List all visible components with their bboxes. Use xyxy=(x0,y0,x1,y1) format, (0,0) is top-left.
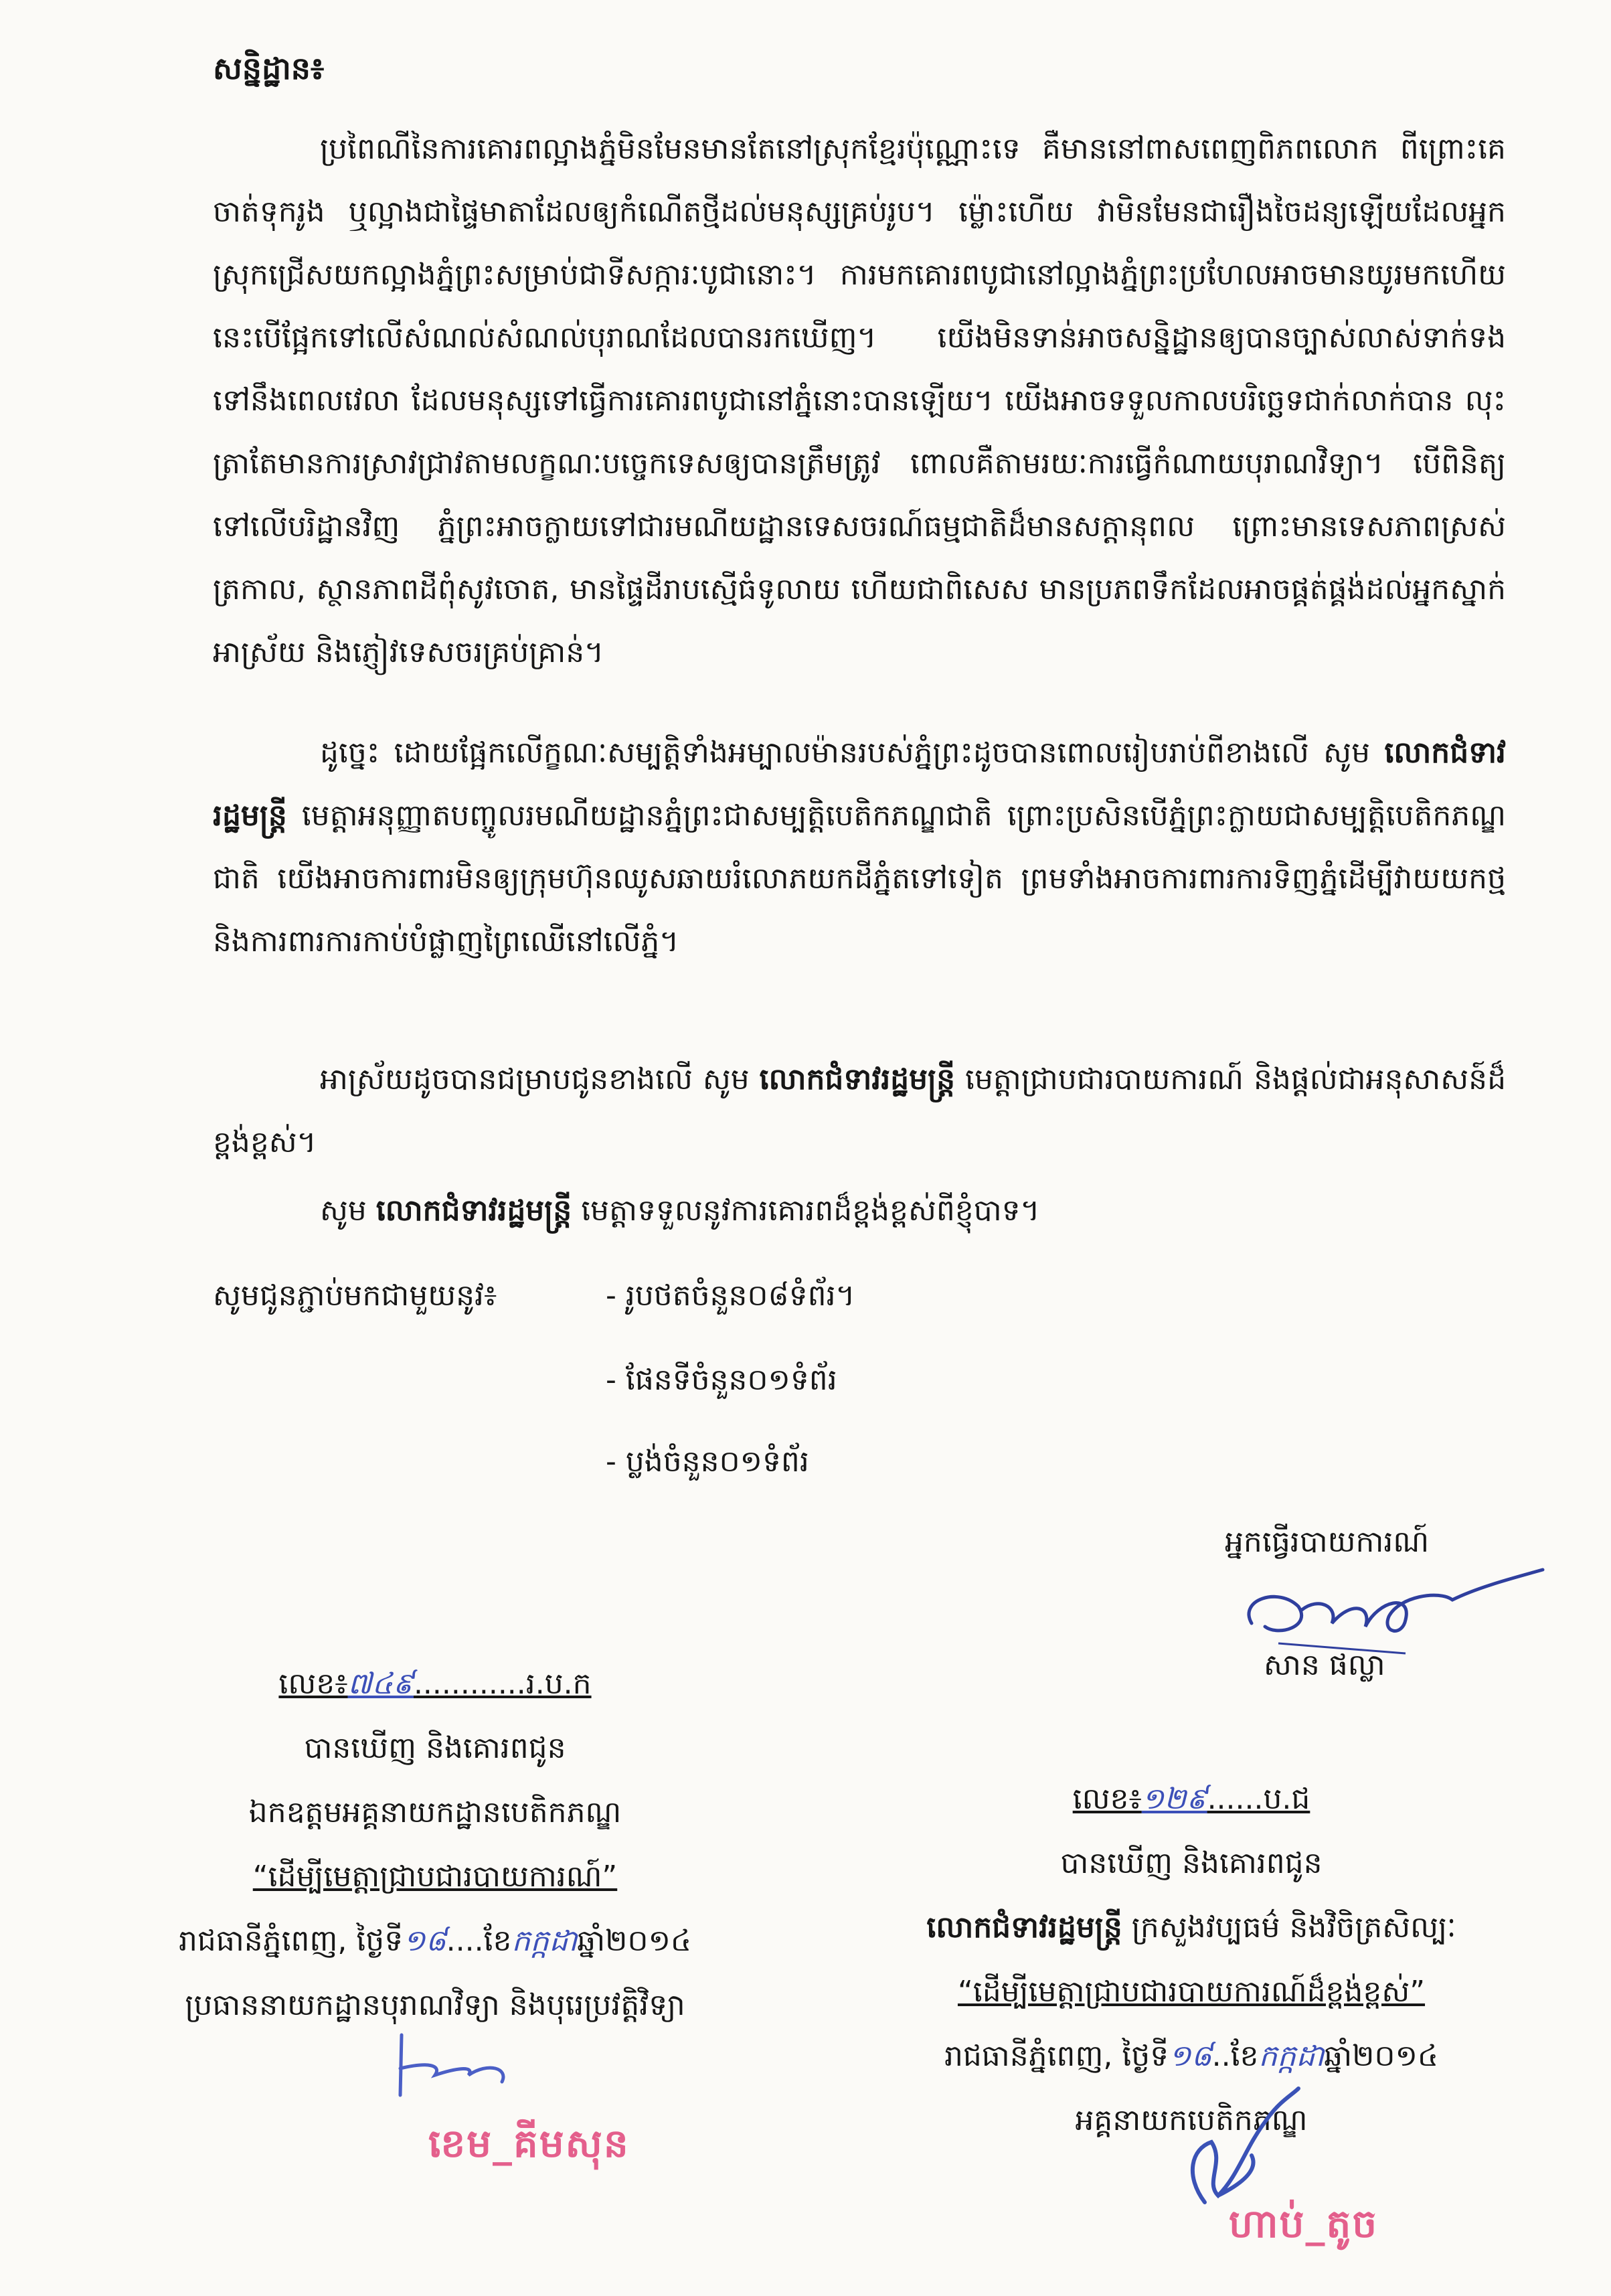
attachment-item: - រូបថតចំនួន០៨ទំព័រ។ xyxy=(606,1279,855,1313)
paragraph-4-part-a: សូម xyxy=(320,1194,376,1228)
right-line-2-ministry: ក្រសួងវប្បធម៌ និងវិចិត្រសិល្បៈ xyxy=(1122,1910,1456,1945)
left-date-prefix: រាជធានីភ្នំពេញ, ថ្ងៃទី xyxy=(178,1924,404,1958)
left-line-2: ឯកឧត្តមអគ្គនាយកដ្ឋានបេតិកភណ្ឌ xyxy=(248,1795,622,1829)
paragraph-4-addressee: លោកជំទាវរដ្ឋមន្ត្រី xyxy=(375,1194,572,1228)
left-date-mid: ....ខែ xyxy=(446,1924,512,1958)
right-line-2 xyxy=(837,1896,1546,1960)
attachments-label: សូមជូនភ្ជាប់មកជាមួយនូវ៖ xyxy=(213,1279,497,1313)
left-number-suffix: ............រ.ប.ក xyxy=(413,1667,592,1701)
right-number-prefix: លេខ៖ xyxy=(1072,1782,1142,1816)
paragraph-3-part-a: អាស្រ័យដូចបានជម្រាបជូនខាងលើ សូម xyxy=(320,1062,760,1096)
right-date-mid: ..ខែ xyxy=(1211,2039,1259,2073)
right-date-day: ១៨ xyxy=(1169,2039,1212,2073)
section-heading: សន្និដ្ឋាន៖ xyxy=(213,50,325,86)
paragraph-2-part-b: មេត្តាអនុញ្ញាតបញ្ចូលរមណីយដ្ឋានភ្នំព្រះជាសម្បត្តិបេតិកភណ្ឌជាតិ ព្រោះប្រសិនបើភ្នំព្រះក្លាយជាសម្បត្តិបេតិកភណ្ឌជាតិ យើងអាចការពារមិនឲ្យក្រុមហ៊ុនឈូសឆាយរំលោភយកដីភ្នំតទៅទៀត ព្រមទាំងអាចការពារការទិញភ្នំដើម្បីវាយយកថ្ម និងការពារការកាប់បំផ្លាញព្រៃឈើនៅលើភ្នំ។ xyxy=(213,799,1506,959)
right-reference-number xyxy=(837,1767,1546,1831)
left-date-day: ១៨ xyxy=(403,1924,446,1958)
right-number-suffix: ......ប.ជ xyxy=(1207,1782,1310,1816)
paragraph-3-addressee: លោកជំទាវរដ្ឋមន្ត្រី xyxy=(759,1062,956,1096)
left-number-value: ៧៤៩ xyxy=(347,1667,414,1701)
left-date-suffix: ឆ្នាំ២០១៤ xyxy=(577,1924,692,1958)
right-line-1: បានឃើញ និងគោរពជូន xyxy=(1060,1846,1323,1880)
right-line-2-addressee: លោកជំទាវរដ្ឋមន្ត្រី xyxy=(926,1910,1122,1945)
right-number-value: ១២៩ xyxy=(1141,1782,1207,1816)
right-date-suffix: ឆ្នាំ២០១៤ xyxy=(1324,2039,1439,2073)
attachment-item: - ប្លង់ចំនួន០១ទំព័រ xyxy=(606,1445,809,1479)
paragraph-3-text xyxy=(213,1048,1506,1174)
attachment-item: - ផែនទីចំនួន០១ទំព័រ xyxy=(606,1363,837,1397)
left-reference-number xyxy=(100,1652,770,1716)
paragraph-1-text: ប្រពៃណីនៃការគោរពល្អាងភ្នំមិនមែនមានតែនៅស្រុកខ្មែរប៉ុណ្ណោះទេ គឺមាននៅពាសពេញពិភពលោក ពីព្រោះគេចាត់ទុករូង ឬល្អាងជាផ្ទៃមាតាដែលឲ្យកំណើតថ្មីដល់មនុស្សគ្រប់រូប។ ម្ល៉ោះហើយ វាមិនមែនជារឿងចៃដន្យឡើយដែលអ្នកស្រុកជ្រើសយកល្អាងភ្នំព្រះសម្រាប់ជាទីសក្ការៈបូជានោះ។ ការមកគោរពបូជានៅល្អាងភ្នំព្រះប្រហែលអាចមានយូរមកហើយ នេះបើផ្អែកទៅលើសំណល់សំណល់បុរាណដែលបានរកឃើញ។ យើងមិនទាន់អាចសន្និដ្ឋានឲ្យបានច្បាស់លាស់ទាក់ទងទៅនឹងពេលវេលា ដែលមនុស្សទៅធ្វើការគោរពបូជានៅភ្នំនោះបានឡើយ។ យើងអាចទទួលកាលបរិច្ឆេទជាក់លាក់បាន លុះត្រាតែមានការស្រាវជ្រាវតាមលក្ខណៈបច្ចេកទេសឲ្យបានត្រឹមត្រូវ ពោលគឺតាមរយៈការធ្វើកំណាយបុរាណវិទ្យា។ បើពិនិត្យទៅលើបរិដ្ឋានវិញ ភ្នំព្រះអាចក្លាយទៅជារមណីយដ្ឋានទេសចរណ៍ធម្មជាតិដ៏មានសក្តានុពល ព្រោះមានទេសភាពស្រស់ត្រកាល, ស្ថានភាពដីពុំសូវចោត, មានផ្ទៃដីរាបស្មើធំទូលាយ ហើយជាពិសេស មានប្រភពទឹកដែលអាចផ្គត់ផ្គង់ដល់អ្នកស្នាក់អាស្រ័យ និងភ្ញៀវទេសចរគ្រប់គ្រាន់។ xyxy=(213,132,1506,669)
right-date-prefix: រាជធានីភ្នំពេញ, ថ្ងៃទី xyxy=(944,2039,1169,2073)
left-number-prefix: លេខ៖ xyxy=(278,1667,348,1701)
right-line-5: អគ្គនាយកបេតិកភណ្ឌ xyxy=(1075,2103,1308,2137)
right-name-stamp: ហាប់_តូច xyxy=(1229,2201,1379,2246)
left-line-1: បានឃើញ និងគោរពជូន xyxy=(304,1731,566,1765)
right-signature xyxy=(1165,2082,1339,2216)
reporter-name: សាន ផល្លា xyxy=(1264,1648,1385,1682)
right-date-line xyxy=(837,2024,1546,2088)
paragraph-2-text xyxy=(213,722,1506,973)
paragraph-conclusion xyxy=(213,118,1506,684)
paragraph-3-part-b: មេត្តាជ្រាបជារបាយការណ៍ និងផ្តល់ជាអនុសាសន៍ដ៏ខ្ពង់ខ្ពស់។ xyxy=(213,1062,1506,1159)
paragraph-2-addressee: លោកជំទាវរដ្ឋមន្ត្រី xyxy=(213,736,1506,833)
left-name-stamp: ខេម_គីមសុន xyxy=(428,2121,630,2166)
reporter-title: អ្នកធ្វើរបាយការណ៍ xyxy=(1225,1525,1430,1559)
right-line-3: “ដើម្បីមេត្តាជ្រាបជារបាយការណ៍ដ៏ខ្ពង់ខ្ពស់” xyxy=(957,1975,1426,2009)
left-date-line xyxy=(100,1909,770,1973)
paragraph-2-part-a: ដូច្នេះ ដោយផ្អែកលើក្ខណៈសម្បត្តិទាំងអម្បាលម៉ានរបស់ភ្នំព្រះដូចបានពោលរៀបរាប់ពីខាងលើ សូម xyxy=(320,736,1385,770)
reporter-signature xyxy=(1238,1560,1546,1660)
paragraph-closing xyxy=(213,1179,1506,1242)
left-line-5: ប្រធាននាយកដ្ឋានបុរាណវិទ្យា និងបុរេប្រវត្តិវិទ្យា xyxy=(185,1988,685,2022)
left-line-3: “ដើម្បីមេត្តាជ្រាបជារបាយការណ៍” xyxy=(252,1860,618,1894)
paragraph-4-part-b: មេត្តាទទួលនូវការគោរពដ៏ខ្ពង់ខ្ពស់ពីខ្ញុំបាទ។ xyxy=(572,1194,1040,1228)
right-date-month: កក្កដា xyxy=(1258,2039,1325,2073)
paragraph-report xyxy=(213,1048,1506,1174)
paragraph-4-text xyxy=(213,1179,1506,1242)
left-date-month: កក្កដា xyxy=(511,1924,578,1958)
paragraph-request xyxy=(213,722,1506,973)
left-endorsement-block xyxy=(100,1652,770,2038)
left-signature xyxy=(388,2028,542,2102)
